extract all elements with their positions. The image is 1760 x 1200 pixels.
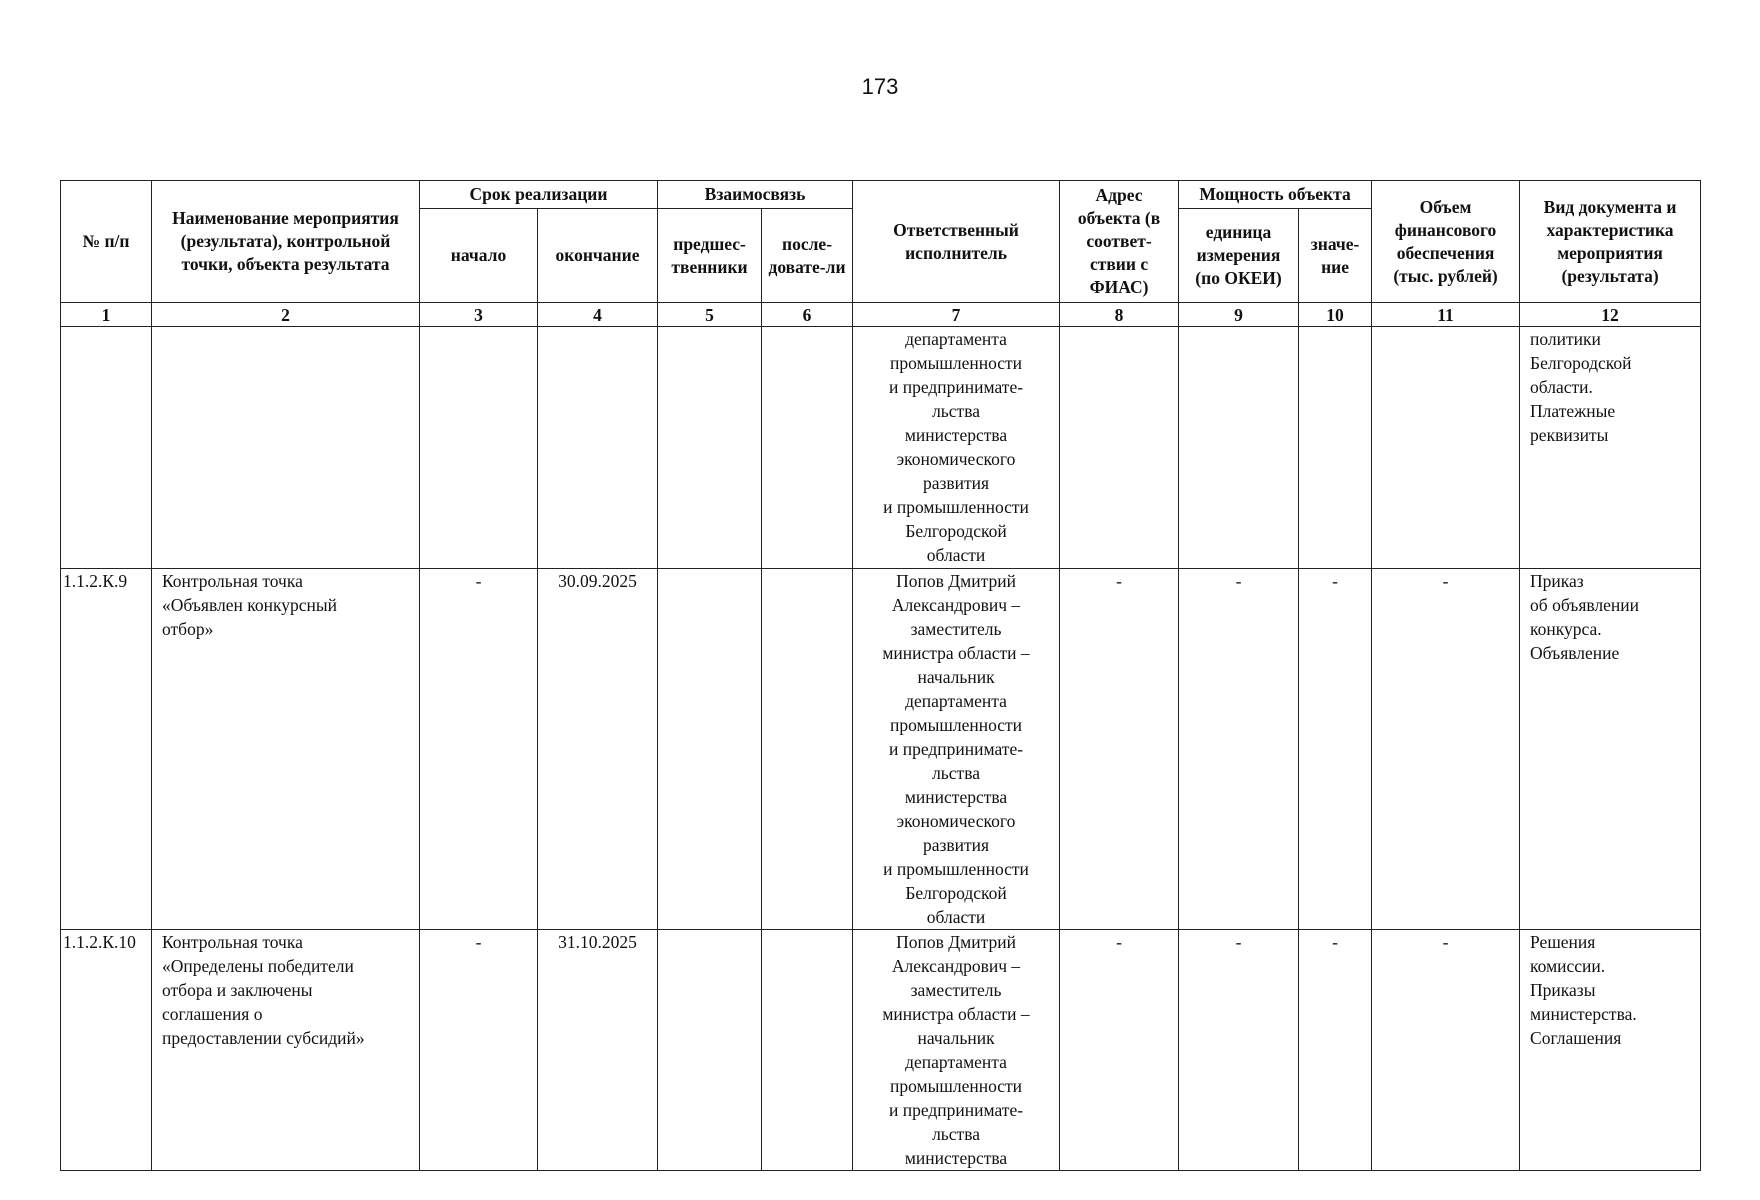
header-value: значе-ние	[1299, 209, 1372, 303]
text-line: Объявление	[1530, 643, 1620, 663]
cell-value: -	[1299, 930, 1372, 1171]
text-line: Белгородской	[905, 521, 1007, 541]
cell-unit: -	[1179, 930, 1299, 1171]
column-number: 6	[762, 303, 853, 327]
text-line: министерства	[904, 787, 1008, 807]
text-line: промышленности	[890, 1076, 1023, 1096]
cell-name	[152, 569, 420, 930]
text-line: департамента	[905, 329, 1007, 349]
table-row	[61, 569, 1701, 930]
header-successors: после-довате-ли	[762, 209, 853, 303]
column-number: 2	[152, 303, 420, 327]
table-row	[61, 327, 1701, 569]
text-line: «Определены победители	[162, 956, 354, 976]
header-document: Вид документа и характеристика мероприятия (результата)	[1520, 181, 1701, 303]
cell-end: 30.09.2025	[538, 569, 658, 930]
text-line: и предпринимате-	[889, 1100, 1024, 1120]
cell-finance	[1372, 327, 1520, 569]
cell-successors	[762, 569, 853, 930]
cell-document	[1520, 327, 1701, 569]
column-number: 11	[1372, 303, 1520, 327]
column-number: 12	[1520, 303, 1701, 327]
header-term: Срок реализации	[420, 181, 658, 209]
cell-start	[420, 327, 538, 569]
text-line: Приказы	[1530, 980, 1596, 1000]
header-unit: единица измерения (по ОКЕИ)	[1179, 209, 1299, 303]
text-line: министерства	[904, 1148, 1008, 1168]
text-line: министерства	[904, 425, 1008, 445]
text-line: области.	[1530, 377, 1593, 397]
text-line: экономического	[896, 449, 1016, 469]
cell-responsible	[853, 569, 1060, 930]
text-line: области	[926, 545, 986, 565]
text-line: предоставлении субсидий»	[162, 1028, 365, 1048]
text-line: и промышленности	[883, 859, 1029, 879]
text-line: промышленности	[890, 353, 1023, 373]
column-number: 4	[538, 303, 658, 327]
cell-num: 1.1.2.К.10	[61, 930, 152, 1171]
header-address: Адрес объекта (в соответ-ствии с ФИАС)	[1060, 181, 1179, 303]
cell-address: -	[1060, 930, 1179, 1171]
text-line: отбор»	[162, 619, 214, 639]
cell-value	[1299, 327, 1372, 569]
text-line: льства	[932, 1124, 980, 1144]
text-line: политики	[1530, 329, 1601, 349]
header-predecessors: предшес-твенники	[658, 209, 762, 303]
cell-predecessors	[658, 930, 762, 1171]
cell-finance: -	[1372, 930, 1520, 1171]
page-number: 173	[861, 74, 899, 99]
text-line: комиссии.	[1530, 956, 1606, 976]
text-line: «Объявлен конкурсный	[162, 595, 337, 615]
header-capacity: Мощность объекта	[1179, 181, 1372, 209]
text-line: Контрольная точка	[162, 932, 303, 952]
text-line: и промышленности	[883, 497, 1029, 517]
header-link: Взаимосвязь	[658, 181, 853, 209]
text-line: министерства.	[1530, 1004, 1637, 1024]
text-line: начальник	[917, 1028, 995, 1048]
text-line: Приказ	[1530, 571, 1584, 591]
text-line: Белгородской	[905, 883, 1007, 903]
text-line: развития	[922, 835, 990, 855]
header-start: начало	[420, 209, 538, 303]
header-end: окончание	[538, 209, 658, 303]
text-line: Александрович –	[891, 956, 1021, 976]
cell-successors	[762, 327, 853, 569]
text-line: развития	[922, 473, 990, 493]
text-line: области	[926, 907, 986, 927]
text-line: и предпринимате-	[889, 739, 1024, 759]
cell-responsible	[853, 930, 1060, 1171]
column-number: 8	[1060, 303, 1179, 327]
text-line: Решения	[1530, 932, 1596, 952]
text-line: начальник	[917, 667, 995, 687]
table-row	[61, 930, 1701, 1171]
text-line: департамента	[905, 1052, 1007, 1072]
text-line: Александрович –	[891, 595, 1021, 615]
cell-document	[1520, 930, 1701, 1171]
text-line: заместитель	[910, 980, 1002, 1000]
cell-finance: -	[1372, 569, 1520, 930]
cell-predecessors	[658, 569, 762, 930]
text-line: Контрольная точка	[162, 571, 303, 591]
header-responsible: Ответственный исполнитель	[853, 181, 1060, 303]
column-number-row	[61, 303, 1701, 327]
cell-unit: -	[1179, 569, 1299, 930]
cell-value: -	[1299, 569, 1372, 930]
text-line: Попов Дмитрий	[896, 932, 1016, 952]
text-line: льства	[932, 763, 980, 783]
text-line: соглашения о	[162, 1004, 263, 1024]
text-line: Белгородской	[1530, 353, 1632, 373]
text-line: департамента	[905, 691, 1007, 711]
cell-predecessors	[658, 327, 762, 569]
header-finance: Объем финансового обеспечения (тыс. рублей)	[1372, 181, 1520, 303]
cell-address: -	[1060, 569, 1179, 930]
text-line: заместитель	[910, 619, 1002, 639]
cell-address	[1060, 327, 1179, 569]
header-name: Наименование мероприятия (результата), контрольной точки, объекта результата	[152, 181, 420, 303]
cell-end	[538, 327, 658, 569]
text-line: министра области –	[882, 643, 1030, 663]
plan-table	[60, 180, 1701, 1171]
header-num: № п/п	[61, 181, 152, 303]
cell-num: 1.1.2.К.9	[61, 569, 152, 930]
column-number: 9	[1179, 303, 1299, 327]
text-line: промышленности	[890, 715, 1023, 735]
text-line: конкурса.	[1530, 619, 1602, 639]
cell-name	[152, 327, 420, 569]
cell-unit	[1179, 327, 1299, 569]
column-number: 5	[658, 303, 762, 327]
cell-start: -	[420, 569, 538, 930]
column-number: 10	[1299, 303, 1372, 327]
cell-num	[61, 327, 152, 569]
text-line: экономического	[896, 811, 1016, 831]
text-line: Платежные	[1530, 401, 1616, 421]
text-line: Попов Дмитрий	[896, 571, 1016, 591]
text-line: отбора и заключены	[162, 980, 313, 1000]
column-number: 7	[853, 303, 1060, 327]
column-number: 1	[61, 303, 152, 327]
text-line: министра области –	[882, 1004, 1030, 1024]
cell-document	[1520, 569, 1701, 930]
text-line: об объявлении	[1530, 595, 1640, 615]
cell-end: 31.10.2025	[538, 930, 658, 1171]
text-line: реквизиты	[1530, 425, 1609, 445]
cell-successors	[762, 930, 853, 1171]
text-line: Соглашения	[1530, 1028, 1622, 1048]
text-line: льства	[932, 401, 980, 421]
cell-responsible	[853, 327, 1060, 569]
cell-start: -	[420, 930, 538, 1171]
cell-name	[152, 930, 420, 1171]
text-line: и предпринимате-	[889, 377, 1024, 397]
column-number: 3	[420, 303, 538, 327]
